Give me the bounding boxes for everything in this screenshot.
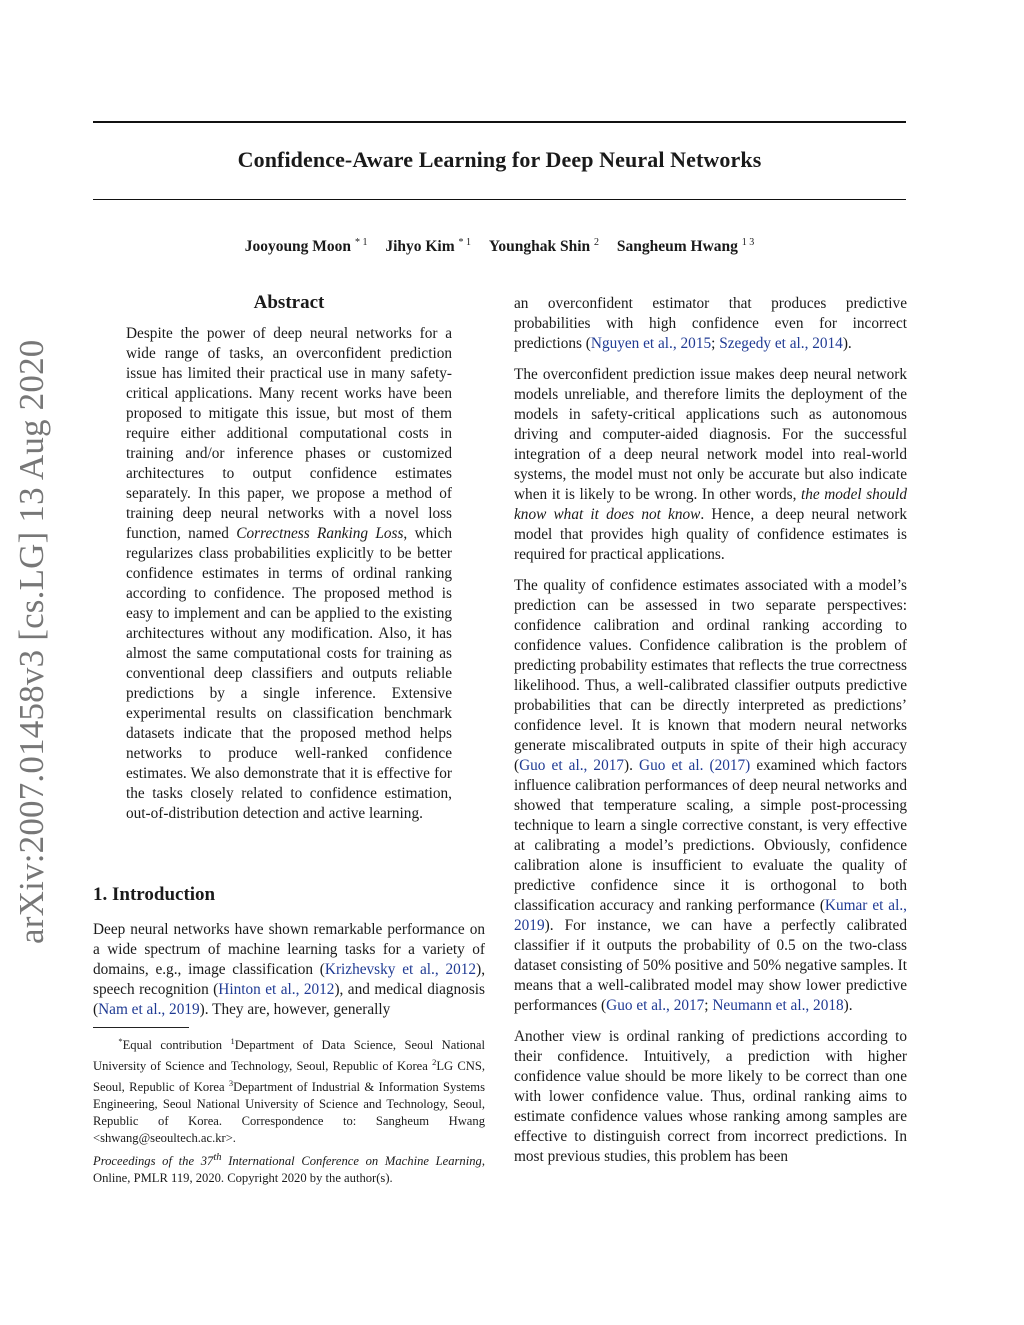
title-top-rule: [93, 121, 906, 123]
right-column: [514, 294, 907, 1178]
paper-title: Confidence-Aware Learning for Deep Neural Networks: [237, 147, 762, 172]
paragraph: The overconfident prediction issue makes deep neural network models unreliable, and therefore limits the deployment of the models in safety-critical applications such as autonomous driving and computer-aided diagnosis. For the successful integration of a deep neural network model into real-world systems, the model must not only be accurate but also indicate when it is likely to be wrong. In other words, the model should know what it does not know. Hence, a deep neural network model that provides high quality of confidence estimates is required for practical applications.: [514, 366, 907, 563]
author: Jooyoung Moon $^{* 1}$: [244, 237, 368, 256]
citation-link[interactable]: Nam et al., 2019: [98, 1001, 200, 1018]
title-bottom-rule: [93, 199, 906, 200]
abstract-body: Despite the power of deep neural networks for a wide range of tasks, an overconfident prediction issue has limited their practical use in many safety-critical applications. Many recent works have been proposed to mitigate this issue, but most of them require either additional computational costs in training and/or inference phases or customized architectures to output confidence estimates separately. In this paper, we propose a method of training deep neural networks with a novel loss function, named Correctness Ranking Loss, which regularizes class probabilities explicitly to be better confidence estimates in terms of ordinal ranking according to confidence. The proposed method is easy to implement and can be applied to the existing architectures without any modification. Also, it has almost the same computational costs for training as conventional deep classifiers and outputs reliable predictions by a single inference. Extensive experimental results on classification benchmark datasets indicate that the proposed method helps networks to produce well-ranked confidence estimates. We also demonstrate that it is effective for the tasks closely related to confidence estimation, out-of-distribution detection and active learning.: [126, 325, 452, 822]
intro-paragraph: Deep neural networks have shown remarkable performance on a wide spectrum of machine learning tasks for a variety of domains, e.g., image classification (Krizhevsky et al., 2012), speech recognition (Hinton et al., 2012), and medical diagnosis (Nam et al., 2019). They are, however, generally: [93, 921, 486, 1018]
section-heading-introduction: 1. Introduction: [93, 884, 216, 905]
citation-link[interactable]: Szegedy et al., 2014: [719, 335, 843, 352]
paragraph: The quality of confidence estimates associated with a model’s prediction can be assessed in two separate perspectives: confidence calibration and ordinal ranking according to confidence values. Confidence calibration is the problem of predicting probability estimates that reflects the true correctness likelihood. Thus, a well-calibrated classifier outputs predictive probabilities that can be directly interpreted as predictions’ confidence level. It is known that modern neural networks generate miscalibrated outputs in spite of their high accuracy (Guo et al., 2017). Guo et al. (2017) examined which factors influence calibration performances of deep neural networks and showed that temperature scaling, a simple post-processing technique to learn a single corrective constant, is very effective at calibrating a model’s predictions. Obviously, confidence calibration alone is insufficient to evaluate the quality of predictive confidence since it is orthogonal to both classification accuracy and ranking performance (Kumar et al., 2019). For instance, we can have a perfectly calibrated classifier if it outputs the probability of 0.5 on the two-class dataset consisting of 50% positive and 50% negative samples. It means that a well-calibrated model may show lower predictive performances (Guo et al., 2017; Neumann et al., 2018).: [514, 577, 907, 1014]
citation-link[interactable]: Krizhevsky et al., 2012: [324, 961, 477, 978]
affiliation-footnote: *Equal contribution $^1$Department of Data Science, Seoul National University of Science and Technology, Seoul, Republic of Korea $^2$LG CNS, Seoul, Republic of Korea $^3$Department of Industrial & Information Systems Engineering, Seoul National University of Science and Technology, Seoul, Republic of Korea. Correspondence to: Sangheum Hwang <shwang@seoultech.ac.kr>.: [93, 1036, 486, 1145]
citation-link[interactable]: Hinton et al., 2012: [218, 981, 335, 998]
citation-link[interactable]: Nguyen et al., 2015: [590, 335, 712, 352]
citation-link[interactable]: Guo et al., 2017: [519, 757, 625, 774]
author: Jihyo Kim $^{* 1}$: [385, 237, 472, 256]
footnote-rule: [93, 1027, 189, 1028]
paragraph: an overconfident estimator that produces predictive probabilities with high confidence even for incorrect predictions (Nguyen et al., 2015; Szegedy et al., 2014).: [514, 295, 907, 352]
citation-link[interactable]: Guo et al. (2017): [639, 757, 751, 774]
author: Younghak Shin $^2$: [488, 237, 600, 256]
citation-link[interactable]: Kumar et al., 2019: [514, 897, 907, 934]
arxiv-identifier: arXiv:2007.01458v3 [cs.LG] 13 Aug 2020: [12, 339, 51, 944]
author-list: [93, 237, 906, 256]
abstract-heading: Abstract: [253, 292, 325, 313]
paragraph: Another view is ordinal ranking of predictions according to their confidence. Intuitively, a prediction with higher confidence value should be more likely to be correct than one with lower confidence value. Thus, ordinal ranking aims to estimate confidence values whose ranking among samples are effective to distinguish correct from incorrect predictions. In most previous studies, this problem has been: [514, 1028, 907, 1165]
citation-link[interactable]: Guo et al., 2017: [606, 997, 705, 1014]
proceedings-note: Proceedings of the 37th International Conference on Machine Learning, Online, PMLR 119, 2020. Copyright 2020 by the author(s).: [93, 1152, 485, 1185]
citation-link[interactable]: Neumann et al., 2018: [712, 997, 844, 1014]
author: Sangheum Hwang $^{1 3}$: [616, 237, 755, 256]
